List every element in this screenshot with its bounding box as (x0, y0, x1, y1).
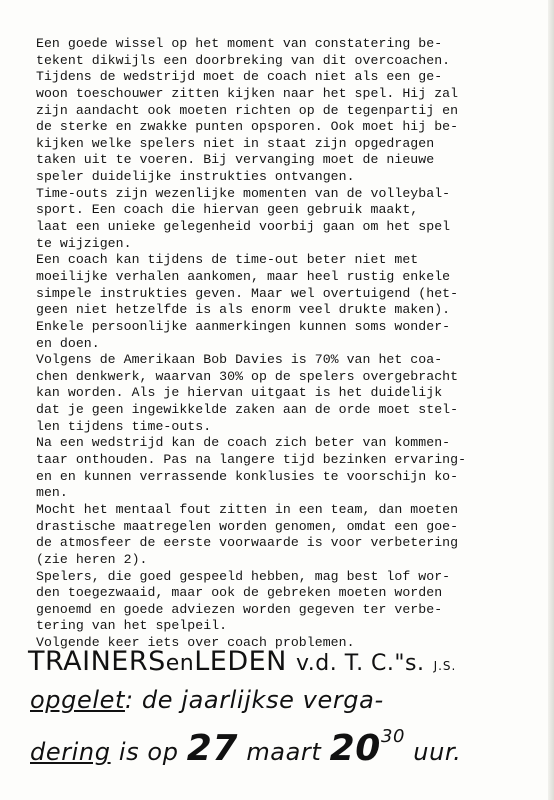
text-line: simpele instrukties geven. Maar wel overtuigend (het- (36, 285, 459, 301)
meeting-hour: 20 (329, 728, 381, 769)
text-line: taar onthouden. Pas na langere tijd bezinken ervaring- (36, 452, 467, 468)
text-line: en doen. (36, 335, 100, 351)
text-line: en en kunnen verrassende konklusies te voorschijn ko- (36, 468, 459, 484)
handwritten-line-date (30, 726, 461, 769)
text-line: Enkele persoonlijke aanmerkingen kunnen soms wonder- (36, 318, 451, 334)
text-line: Spelers, die goed gespeeld hebben, mag best lof wor- (36, 568, 451, 584)
text-line: kijken welke spelers niet in staat zijn opgedragen (36, 135, 435, 151)
text-line: genoemd en goede adviezen worden gegeven ter verbe- (36, 601, 443, 617)
page-edge-shadow (548, 0, 554, 800)
text-line: tering van het spelpeil. (36, 618, 228, 634)
text-line: sport. Een coach die hiervan geen gebruik maakt, (36, 202, 419, 218)
text-line: kan worden. Als je hiervan uitgaat is het duidelijk (36, 385, 443, 401)
text-line: Een goede wissel op het moment van constatering be- (36, 36, 443, 51)
text-line: (zie heren 2). (36, 551, 148, 567)
text-line: Volgende keer iets over coach problemen. (36, 635, 355, 651)
text-line: tekent dikwijls een doorbreking van dit overcoachen. (36, 52, 451, 68)
text-line: de atmosfeer de eerste voorwaarde is voor verbetering (36, 535, 459, 551)
text-line: Time-outs zijn wezenlijke momenten van de volleybal- (36, 185, 451, 201)
text-line: woon toeschouwer zitten kijken naar het spel. Hij zal (36, 85, 459, 101)
typewritten-article (36, 36, 526, 652)
leden-word: LEDEN (194, 646, 287, 677)
text-line: Tijdens de wedstrijd moet de coach niet als een ge- (36, 69, 443, 85)
text-line: zijn aandacht ook moeten richten op de tegenpartij en (36, 102, 459, 118)
trainers-word: TRAINERS (28, 646, 166, 677)
opgelet-word: opgelet (30, 686, 125, 714)
text-line: de sterke en zwakke punten opsporen. Ook moet hij be- (36, 119, 459, 135)
text-line: chen denkwerk, waarvan 30% op de spelers overgebracht (36, 368, 459, 384)
text-line: drastische maatregelen worden genomen, omdat een goe- (36, 518, 459, 534)
meeting-minutes: 30 (380, 726, 406, 747)
handwritten-line-trainers (28, 646, 456, 677)
text-line: den toegezwaaid, maar ook de gebreken moeten worden (36, 585, 443, 601)
text-line: laat een unieke gelegenheid voorbij gaan om het spel (36, 219, 451, 235)
dering-word: dering (30, 738, 111, 766)
text-line: len tijdens time-outs. (36, 418, 212, 434)
meeting-day: 27 (186, 728, 239, 769)
text-line: dat je geen ingewikkelde zaken aan de orde moet stel- (36, 402, 459, 418)
en-word: en (165, 651, 195, 676)
text-line: speler duidelijke instrukties ontvangen. (36, 169, 355, 185)
text-line: men. (36, 485, 68, 501)
author-initials: J.S. (433, 659, 457, 673)
text-line: Na een wedstrijd kan de coach zich beter van kommen- (36, 435, 451, 451)
handwritten-line-opgelet (30, 686, 384, 714)
text-line: geen niet hetzelfde is als enorm veel drukte maken). (36, 302, 451, 318)
uur-word: uur. (405, 738, 462, 766)
text-line: taken uit te voeren. Bij vervanging moet de nieuwe (36, 152, 435, 168)
meeting-text: : de jaarlijkse verga- (124, 686, 384, 714)
text-line: Mocht het mentaal fout zitten in een team, dan moeten (36, 501, 459, 517)
is-op-text: is op (110, 738, 187, 766)
text-line: te wijzigen. (36, 235, 132, 251)
text-line: moeilijke verhalen aankomen, maar heel rustig enkele (36, 268, 451, 284)
club-abbreviation: v.d. T. C."s. (295, 651, 425, 676)
text-line: Volgens de Amerikaan Bob Davies is 70% van het coa- (36, 352, 443, 368)
text-line: Een coach kan tijdens de time-out beter niet met (36, 252, 419, 268)
meeting-month: maart (238, 738, 330, 766)
